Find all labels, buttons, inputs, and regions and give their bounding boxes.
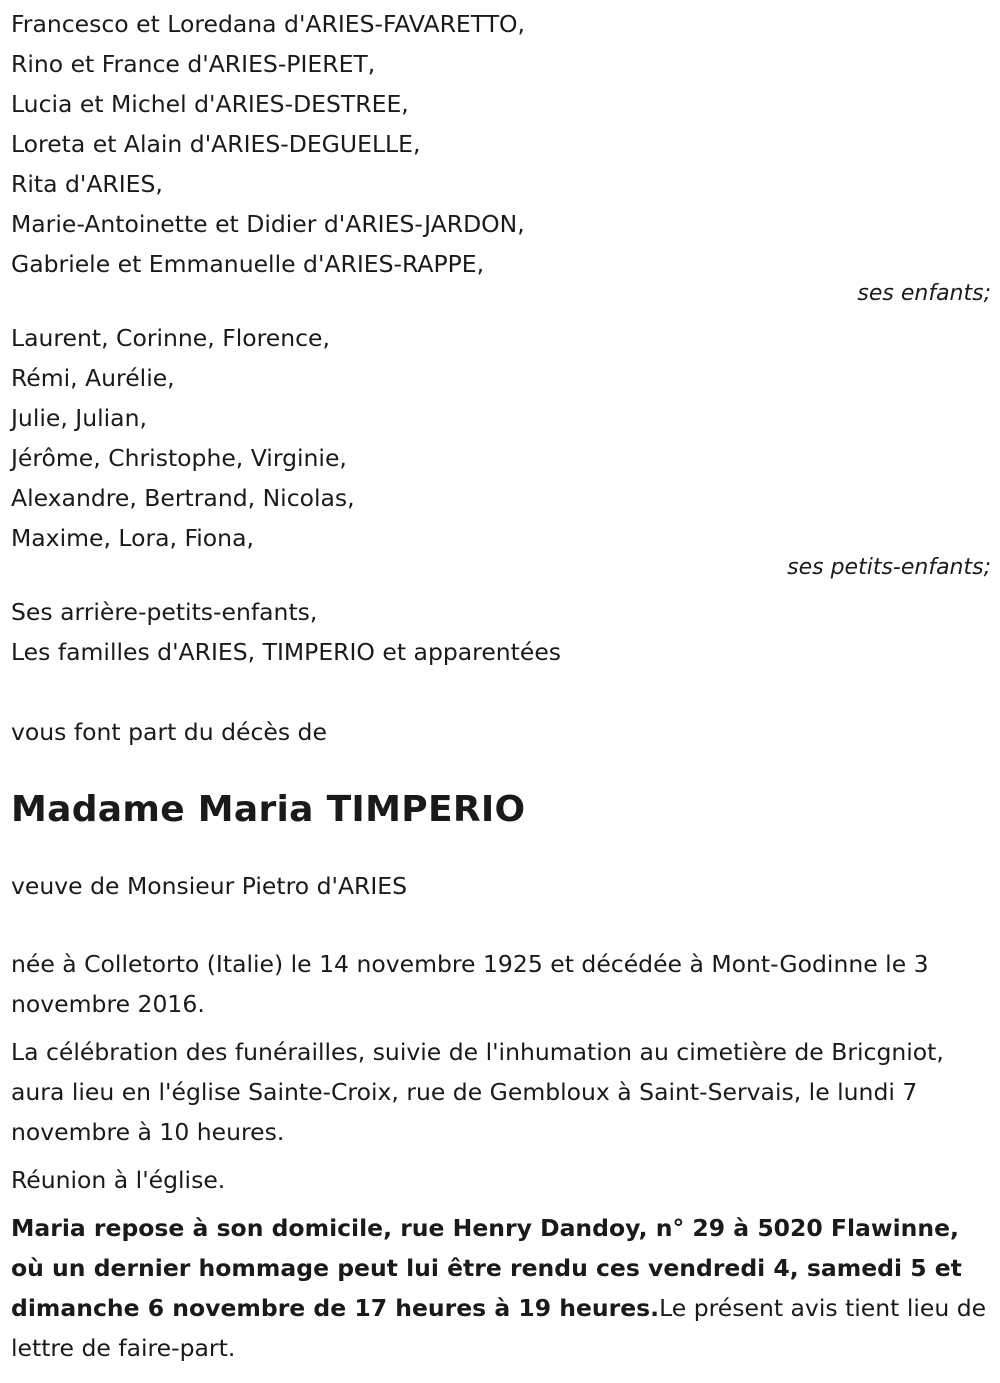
widow-of-text: veuve de Monsieur Pietro d'ARIES (11, 872, 408, 900)
list-item: Lucia et Michel d'ARIES-DESTREE, (11, 90, 409, 118)
list-item: Marie-Antoinette et Didier d'ARIES-JARDON, (11, 210, 525, 238)
reunion-paragraph: Réunion à l'église. (11, 1166, 226, 1194)
list-item: Gabriele et Emmanuelle d'ARIES-RAPPE, (11, 250, 485, 278)
children-list (11, 4, 991, 284)
children-label: ses enfants; (857, 281, 991, 306)
list-item: Ses arrière-petits-enfants, (11, 598, 318, 626)
list-item: Francesco et Loredana d'ARIES-FAVARETTO, (11, 10, 526, 38)
list-item: Jérôme, Christophe, Virginie, (11, 444, 347, 472)
list-item: Maxime, Lora, Fiona, (11, 524, 254, 552)
list-item: Les familles d'ARIES, TIMPERIO et apparentées (11, 638, 562, 666)
visitation-bold-text: Maria repose à son domicile, rue Henry Dandoy, n° 29 à 5020 Flawinne, où un dernier hommage peut lui être rendu ces vendredi 4, samedi 5 et dimanche 6 novembre de 17 heures à 19 heures. (11, 1214, 962, 1322)
list-item: Rita d'ARIES, (11, 170, 163, 198)
other-family-list (11, 592, 991, 672)
list-item: Julie, Julian, (11, 404, 147, 432)
grandchildren-label: ses petits-enfants; (787, 555, 991, 580)
closing-text: Le présent avis tient lieu de lettre de faire-part. (11, 1294, 987, 1362)
grandchildren-list (11, 318, 991, 558)
deceased-name: Madame Maria TIMPERIO (11, 789, 526, 830)
birth-death-paragraph: née à Colletorto (Italie) le 14 novembre 1925 et décédée à Mont-Godinne le 3 novembre 2016. (11, 950, 929, 1018)
spacer (11, 672, 991, 712)
funeral-paragraph: La célébration des funérailles, suivie de l'inhumation au cimetière de Bricgniot, aura lieu en l'église Sainte-Croix, rue de Gembloux à Saint-Servais, le lundi 7 novembre à 10 heures. (11, 1038, 944, 1146)
list-item: Rémi, Aurélie, (11, 364, 175, 392)
list-item: Laurent, Corinne, Florence, (11, 324, 330, 352)
list-item: Alexandre, Bertrand, Nicolas, (11, 484, 355, 512)
list-item: Rino et France d'ARIES-PIERET, (11, 50, 376, 78)
announcement-text: vous font part du décès de (11, 718, 327, 746)
obituary-notice (11, 4, 991, 1378)
visitation-paragraph (11, 1208, 991, 1368)
list-item: Loreta et Alain d'ARIES-DEGUELLE, (11, 130, 421, 158)
